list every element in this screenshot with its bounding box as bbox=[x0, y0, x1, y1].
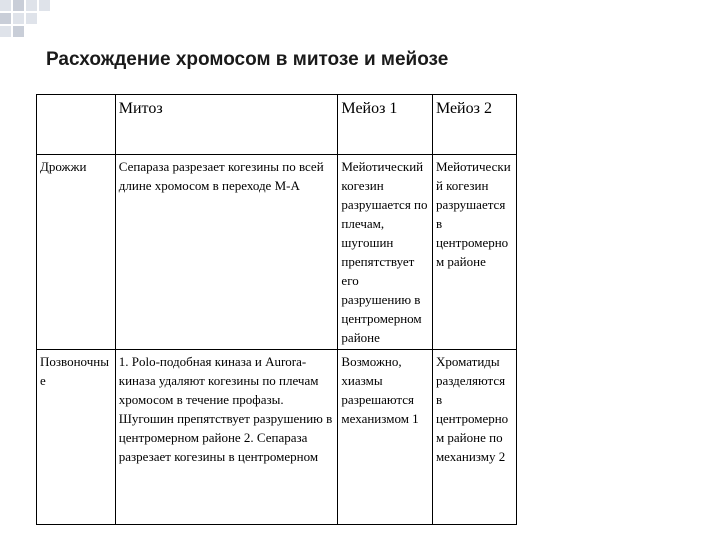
decor-square-icon bbox=[13, 0, 24, 11]
decor-square-icon bbox=[13, 13, 24, 24]
table-row bbox=[37, 155, 517, 350]
corner-decoration bbox=[0, 0, 60, 40]
header-cell-mitosis: Митоз bbox=[115, 95, 338, 155]
row-label-yeast: Дрожжи bbox=[37, 155, 116, 350]
cell-vertebrates-meiosis-1: Возможно, хиазмы разрешаются механизмом 1 bbox=[338, 350, 433, 525]
cell-yeast-meiosis-2: Мейотический когезин разрушается в центромерном районе bbox=[432, 155, 516, 350]
decor-square-icon bbox=[26, 0, 37, 11]
table-header-row bbox=[37, 95, 517, 155]
row-label-vertebrates: Позвоночные bbox=[37, 350, 116, 525]
cell-yeast-mitosis: Сепараза разрезает когезины по всей длине хромосом в переходе М-А bbox=[115, 155, 338, 350]
header-cell-empty bbox=[37, 95, 116, 155]
decor-square-icon bbox=[13, 26, 24, 37]
header-cell-meiosis-1: Мейоз 1 bbox=[338, 95, 433, 155]
decor-square-icon bbox=[0, 13, 11, 24]
decor-square-icon bbox=[26, 13, 37, 24]
decor-square-icon bbox=[0, 0, 11, 11]
slide-title: Расхождение хромосом в митозе и мейозе bbox=[46, 49, 449, 70]
decor-square-icon bbox=[0, 26, 11, 37]
decor-square-icon bbox=[39, 0, 50, 11]
comparison-table bbox=[36, 94, 517, 525]
cell-yeast-meiosis-1: Мейотический когезин разрушается по плечам, шугошин препятствует его разрушению в центромерном районе bbox=[338, 155, 433, 350]
header-cell-meiosis-2: Мейоз 2 bbox=[432, 95, 516, 155]
table-row bbox=[37, 350, 517, 525]
cell-vertebrates-mitosis: 1. Polo-подобная киназа и Aurora- киназа удаляют когезины по плечам хромосом в течение профазы. Шугошин препятствует разрушению в центромерном районе 2. Сепараза разрезает когезины в центромерном bbox=[115, 350, 338, 525]
cell-vertebrates-meiosis-2: Хроматиды разделяются в центромерном районе по механизму 2 bbox=[432, 350, 516, 525]
